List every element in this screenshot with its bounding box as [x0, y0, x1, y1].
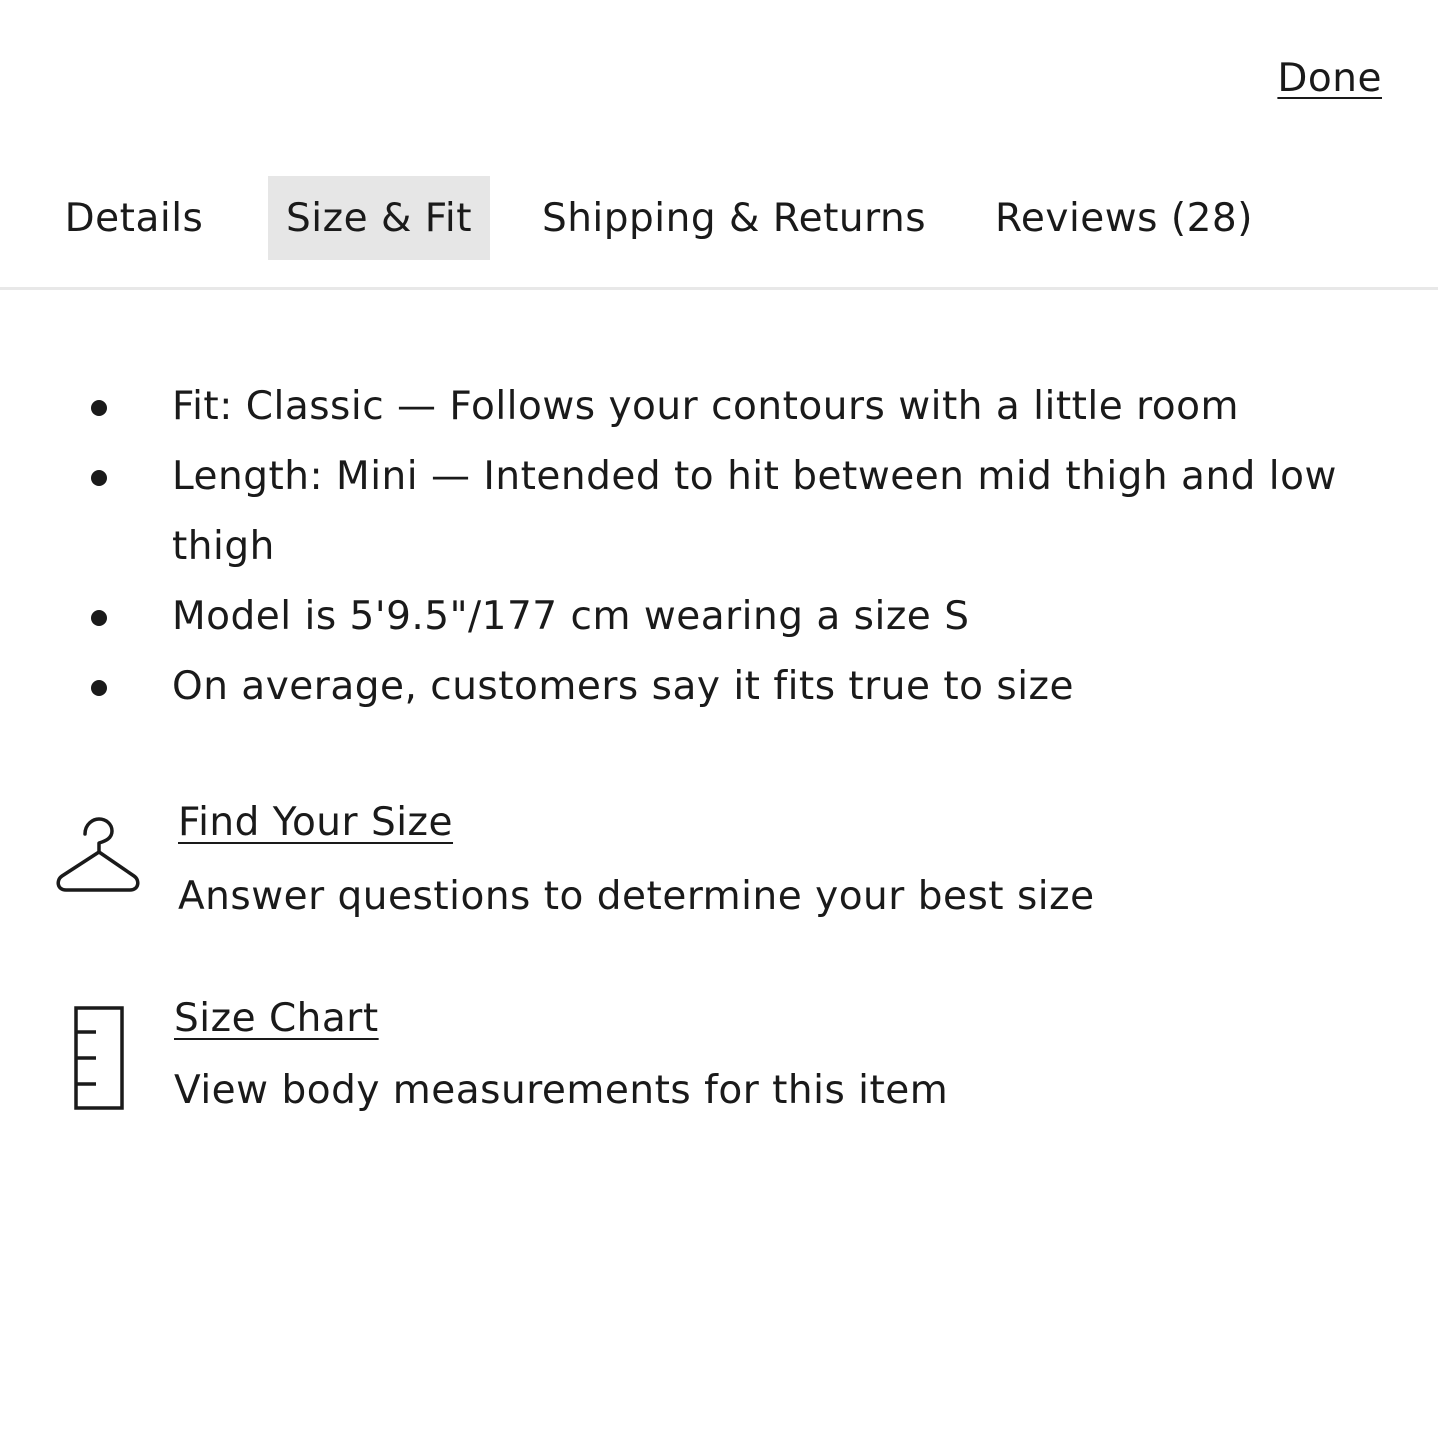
done-button[interactable]: Done	[1277, 56, 1382, 101]
bullet-icon	[91, 680, 107, 696]
size-chart-description: View body measurements for this item	[174, 1068, 949, 1113]
tab-bar	[0, 176, 1438, 290]
ruler-icon	[72, 1004, 128, 1118]
bullet-icon	[91, 400, 107, 416]
list-item	[0, 442, 1438, 582]
list-item	[0, 372, 1438, 442]
model-detail-text: Model is 5'9.5"/177 cm wearing a size S	[172, 594, 970, 639]
list-item	[0, 652, 1438, 722]
find-your-size-section	[0, 800, 1438, 940]
list-item	[0, 582, 1438, 652]
tab-size-fit[interactable]: Size & Fit	[268, 176, 490, 260]
find-your-size-link[interactable]: Find Your Size	[178, 800, 454, 845]
tab-shipping-returns[interactable]: Shipping & Returns	[541, 195, 927, 241]
size-chart-section	[0, 996, 1438, 1136]
size-chart-link[interactable]: Size Chart	[174, 996, 379, 1041]
fit-detail-text: Fit: Classic — Follows your contours with a little room	[172, 384, 1240, 429]
tab-reviews[interactable]: Reviews (28)	[995, 195, 1253, 241]
bullet-icon	[91, 470, 107, 486]
find-your-size-description: Answer questions to determine your best size	[178, 874, 1095, 919]
hanger-icon	[54, 816, 142, 904]
fit-details-list	[0, 372, 1438, 722]
customer-fit-text: On average, customers say it fits true to size	[172, 664, 1075, 709]
tab-details[interactable]: Details	[64, 195, 204, 241]
bullet-icon	[91, 610, 107, 626]
length-detail-text: Length: Mini — Intended to hit between mid thigh and low thigh	[172, 454, 1337, 569]
